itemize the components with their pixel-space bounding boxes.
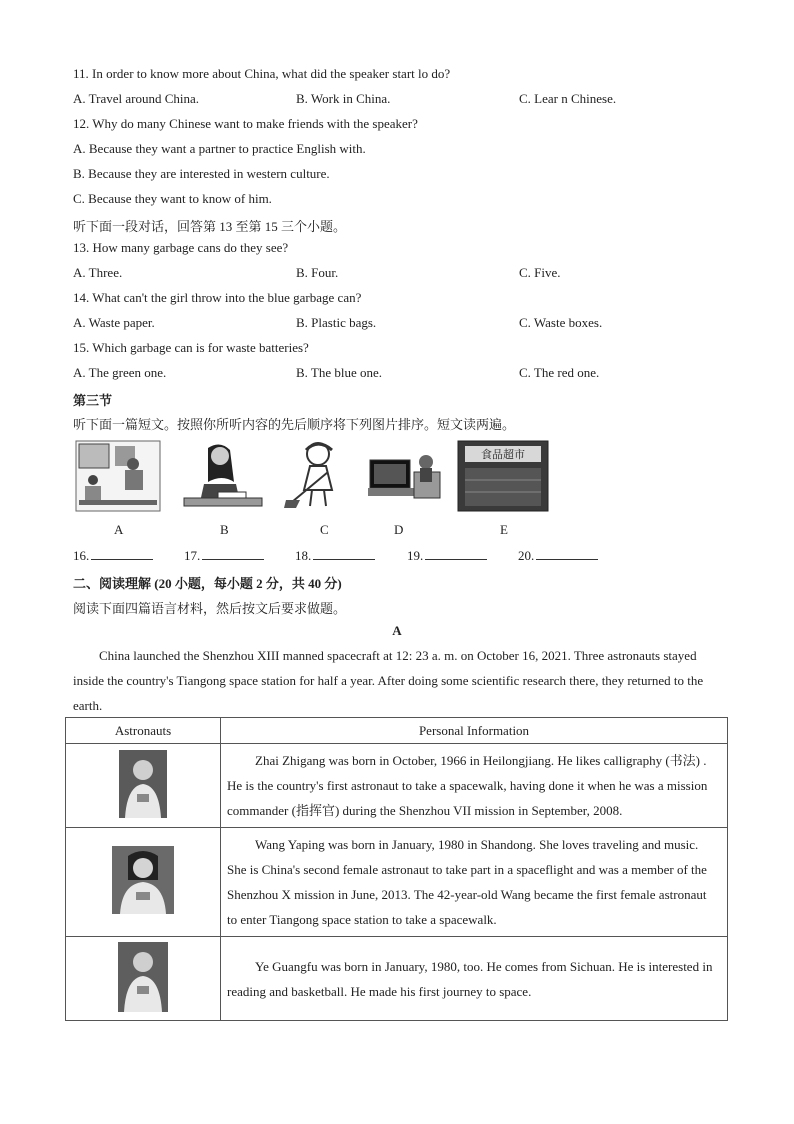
answer-blank-20[interactable] (518, 547, 598, 564)
picture-label-a: A (114, 522, 124, 537)
answer-blank-18[interactable] (295, 547, 375, 564)
picture-label-e: E (500, 522, 508, 537)
q11-option-a: A. Travel around China. (73, 91, 200, 106)
passage-a-intro: China launched the Shenzhou XIII manned spacecraft at 12: 23 a. m. on October 16, 2021. Three astronauts stayed inside the country's Tiangong space station for half a year. After doing some scientific research there, they returned to the earth. (73, 648, 704, 713)
section-3-title: 第三节 (73, 393, 113, 408)
header-personal-info: Personal Information (221, 718, 728, 744)
blank-number: 20. (518, 548, 535, 563)
picture-label-d: D (394, 522, 404, 537)
astronaut-photo-zhai (66, 744, 221, 828)
question-14: 14. What can't the girl throw into the blue garbage can? (73, 290, 362, 305)
header-astronauts: Astronauts (66, 718, 221, 744)
table-header-row (66, 718, 728, 744)
q12-option-b: B. Because they are interested in western culture. (73, 166, 330, 181)
table-row (66, 744, 728, 828)
astronaut-info-ye: Ye Guangfu was born in January, 1980, too. He comes from Sichuan. He is interested in reading and basketball. He made his first journey to space. (221, 937, 728, 1021)
answer-blank-17[interactable] (184, 547, 264, 564)
picture-e-supermarket (457, 440, 549, 512)
blank-number: 16. (73, 548, 90, 563)
table-row (66, 937, 728, 1021)
q12-option-a: A. Because they want a partner to practice English with. (73, 141, 366, 156)
supermarket-sign: 食品超市 (481, 448, 525, 461)
picture-label-c: C (320, 522, 329, 537)
q15-option-a: A. The green one. (73, 365, 167, 380)
q13-option-b: B. Four. (296, 265, 339, 280)
q12-option-c: C. Because they want to know of him. (73, 191, 272, 206)
part-2-title: 二、阅读理解 (20 小题，每小题 2 分，共 40 分) (73, 576, 342, 591)
picture-b-girl-at-desk (178, 440, 264, 512)
picture-c-girl-sweeping (282, 440, 354, 512)
blank-number: 19. (407, 548, 424, 563)
q14-option-c: C. Waste boxes. (519, 315, 603, 330)
astronaut-photo-wang (66, 828, 221, 937)
q14-option-a: A. Waste paper. (73, 315, 155, 330)
astronaut-info-wang: Wang Yaping was born in January, 1980 in Shandong. She loves traveling and music. She is China's second female astronaut to take part in a spaceflight and was a member of the Shenzhou X mission in June, 2013. The 42-year-old Wang became the first female astronaut to enter Tiangong space station to take a spacewalk. (221, 828, 728, 937)
answer-blank-19[interactable] (407, 547, 487, 564)
q13-option-a: A. Three. (73, 265, 123, 280)
astronaut-table (65, 717, 728, 1021)
q15-option-c: C. The red one. (519, 365, 600, 380)
astronaut-portrait-icon (118, 942, 168, 1012)
part-2-instruction: 阅读下面四篇语言材料，然后按文后要求做题。 (73, 601, 347, 616)
question-13: 13. How many garbage cans do they see? (73, 240, 289, 255)
answer-blank-16[interactable] (73, 547, 153, 564)
q14-option-b: B. Plastic bags. (296, 315, 377, 330)
question-11: 11. In order to know more about China, what did the speaker start lo do? (73, 66, 451, 81)
astronaut-info-zhai: Zhai Zhigang was born in October, 1966 in Heilongjiang. He likes calligraphy (书法) . He is the country's first astronaut to take a spacewalk, having done it when he was a mission commander (指挥官) during the Shenzhou VII mission in September, 2008. (221, 744, 728, 828)
astronaut-portrait-icon (119, 750, 167, 818)
astronaut-portrait-icon (112, 846, 174, 914)
picture-a-classroom (75, 440, 161, 512)
picture-d-tv-watching (366, 440, 444, 512)
question-12: 12. Why do many Chinese want to make friends with the speaker? (73, 116, 418, 131)
q11-option-c: C. Lear n Chinese. (519, 91, 617, 106)
astronaut-photo-ye (66, 937, 221, 1021)
q13-option-c: C. Five. (519, 265, 561, 280)
section-3-instruction: 听下面一篇短文。按照你所听内容的先后顺序将下列图片排序。短文读两遍。 (73, 417, 516, 432)
q15-option-b: B. The blue one. (296, 365, 383, 380)
q11-option-b: B. Work in China. (296, 91, 391, 106)
blank-number: 18. (295, 548, 312, 563)
question-15: 15. Which garbage can is for waste batteries? (73, 340, 309, 355)
picture-label-b: B (220, 522, 229, 537)
passage-a-heading: A (392, 623, 402, 638)
table-row (66, 828, 728, 937)
blank-number: 17. (184, 548, 201, 563)
instruction-13-15: 听下面一段对话，回答第 13 至第 15 三个小题。 (73, 219, 347, 234)
